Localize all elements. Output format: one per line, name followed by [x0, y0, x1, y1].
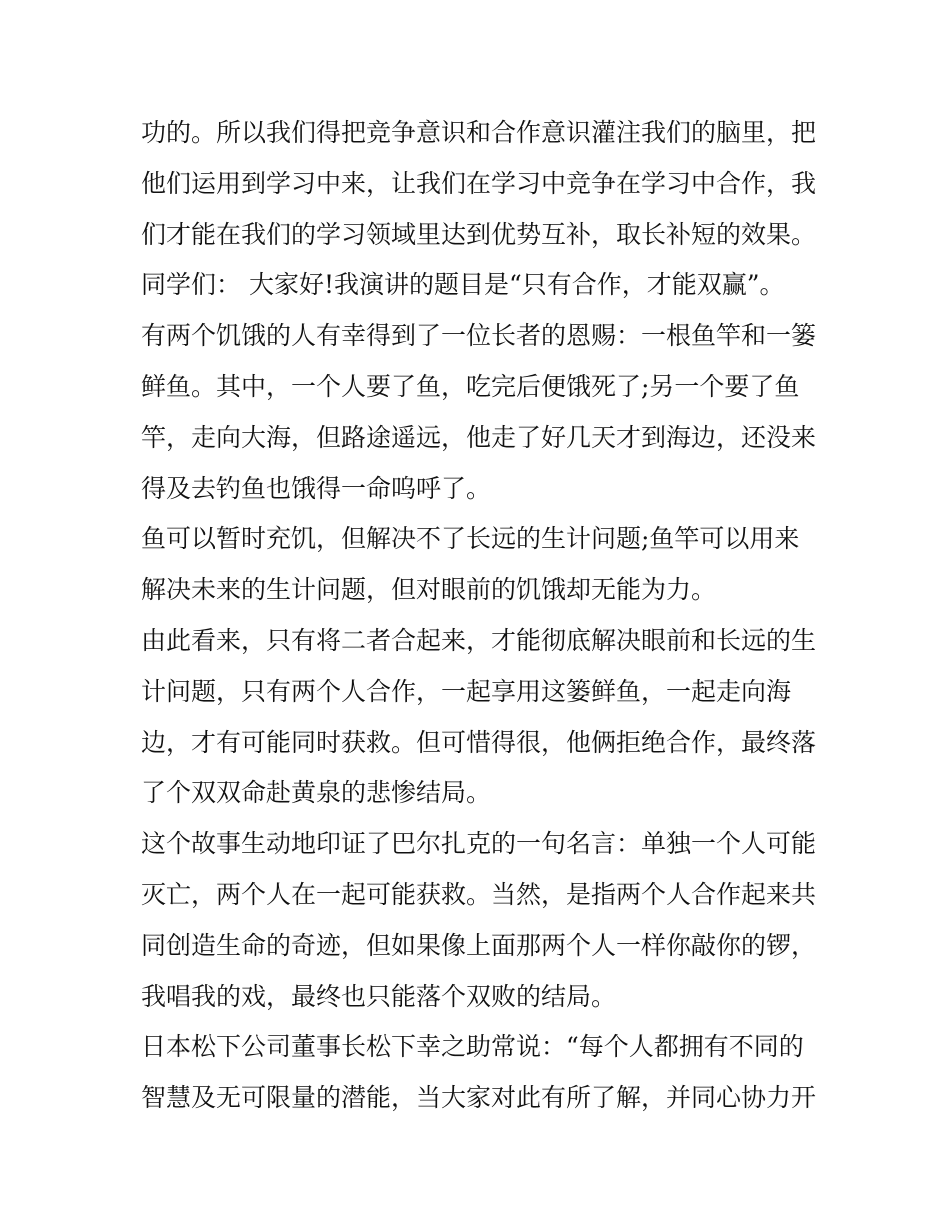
text-line: 同学们： 大家好!我演讲的题目是“只有合作，才能双赢”。 — [141, 270, 785, 300]
text-line: 日本松下公司董事长松下幸之助常说：“每个人都拥有不同的 — [141, 1032, 804, 1062]
text-line: 这个故事生动地印证了巴尔扎克的一句名言：单独一个人可能 — [141, 829, 817, 859]
text-line: 他们运用到学习中来，让我们在学习中竞争在学习中合作，我 — [141, 168, 817, 198]
text-line: 计问题，只有两个人合作，一起享用这篓鲜鱼，一起走向海 — [141, 676, 792, 706]
text-line: 智慧及无可限量的潜能，当大家对此有所了解，并同心协力开 — [141, 1083, 817, 1113]
text-line: 得及去钓鱼也饿得一命呜呼了。 — [141, 473, 492, 503]
text-line: 竿，走向大海，但路途遥远，他走了好几天才到海边，还没来 — [141, 422, 817, 452]
text-line: 同创造生命的奇迹，但如果像上面那两个人一样你敲你的锣， — [141, 930, 817, 960]
text-line: 有两个饥饿的人有幸得到了一位长者的恩赐：一根鱼竿和一篓 — [141, 321, 817, 351]
text-line: 边，才有可能同时获救。但可惜得很，他俩拒绝合作，最终落 — [141, 727, 817, 757]
text-line: 解决未来的生计问题，但对眼前的饥饿却无能为力。 — [141, 575, 717, 605]
body-text — [141, 108, 821, 1124]
text-line: 功的。所以我们得把竞争意识和合作意识灌注我们的脑里，把 — [141, 118, 817, 147]
text-line: 们才能在我们的学习领域里达到优势互补，取长补短的效果。 — [141, 219, 817, 249]
text-line: 鲜鱼。其中，一个人要了鱼，吃完后便饿死了;另一个要了鱼 — [141, 371, 800, 401]
text-line: 鱼可以暂时充饥，但解决不了长远的生计问题;鱼竿可以用来 — [141, 524, 800, 554]
text-line: 由此看来，只有将二者合起来，才能彻底解决眼前和长远的生 — [141, 625, 817, 655]
text-line: 我唱我的戏，最终也只能落个双败的结局。 — [141, 981, 617, 1011]
text-line: 灭亡，两个人在一起可能获救。当然，是指两个人合作起来共 — [141, 879, 817, 909]
text-line: 了个双双命赴黄泉的悲惨结局。 — [141, 778, 492, 808]
